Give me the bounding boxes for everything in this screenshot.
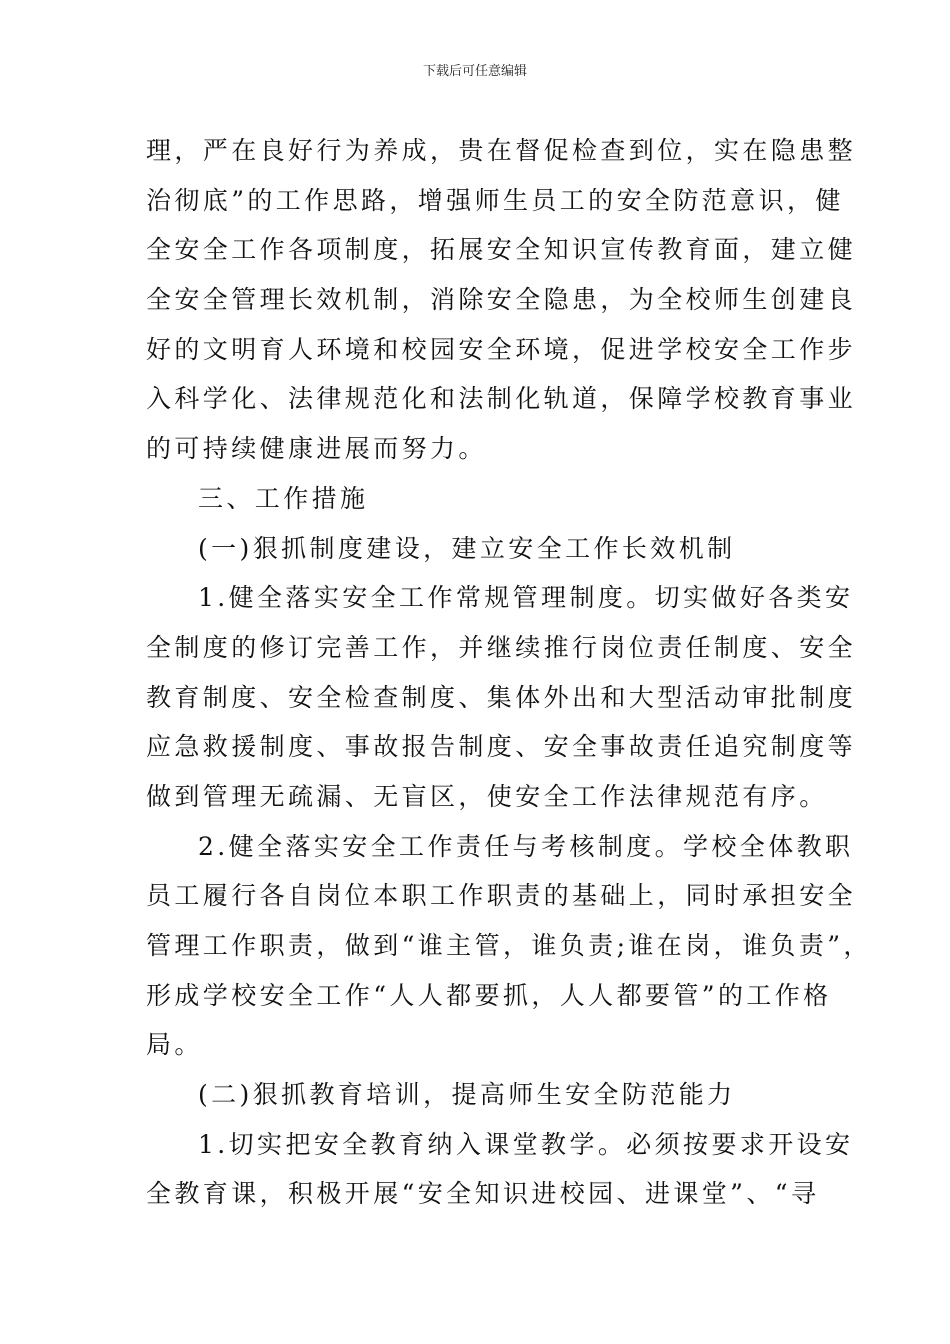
text-line: 2.健全落实安全工作责任与考核制度。学校全体教职 <box>198 831 854 861</box>
text-line: 全教育课，积极开展“安全知识进校园、进课堂”、“寻 <box>146 1179 820 1209</box>
text-line: 全安全管理长效机制，消除安全隐患，为全校师生创建良 <box>146 285 857 315</box>
text-line: 理，严在良好行为养成，贵在督促检查到位，实在隐患整 <box>146 136 857 165</box>
text-line: 做到管理无疏漏、无盲区，使安全工作法律规范有序。 <box>146 781 828 811</box>
text-line: 治彻底”的工作思路，增强师生员工的安全防范意识，健 <box>146 185 844 215</box>
section-heading-work-measures <box>146 474 812 524</box>
text-line: 教育制度、安全检查制度、集体外出和大型活动审批制度 <box>146 682 857 712</box>
text-line: 应急救援制度、事故报告制度、安全事故责任追究制度等 <box>146 732 857 762</box>
heading-line: 三、工作措施 <box>198 483 369 513</box>
text-line: 形成学校安全工作“人人都要抓，人人都要管”的工作格 <box>146 980 832 1010</box>
text-line: 员工履行各自岗位本职工作职责的基础上，同时承担安全 <box>146 881 857 911</box>
text-line: 的可持续健康进展而努力。 <box>146 434 487 464</box>
text-line: 入科学化、法律规范化和法制化轨道，保障学校教育事业 <box>146 384 857 414</box>
text-line: 管理工作职责，做到“谁主管，谁负责;谁在岗，谁负责”， <box>146 931 872 960</box>
paragraph-item-1-2 <box>146 822 872 1070</box>
paragraph-item-1-1 <box>146 573 857 821</box>
subsection-heading-2 <box>146 1070 812 1120</box>
text-line: 1.健全落实安全工作常规管理制度。切实做好各类安 <box>198 583 854 613</box>
text-line: 好的文明育人环境和校园安全环境，促进学校安全工作步 <box>146 334 857 364</box>
page-header: 下载后可任意编辑 <box>422 64 527 79</box>
paragraph-intro-continued <box>146 126 857 474</box>
document-body <box>146 126 872 1219</box>
heading-line: (二)狠抓教育培训，提高师生安全防范能力 <box>198 1080 736 1110</box>
text-line: 全安全工作各项制度，拓展安全知识宣传教育面，建立健 <box>146 235 857 265</box>
text-line: 局。 <box>146 1030 203 1060</box>
text-line: 1.切实把安全教育纳入课堂教学。必须按要求开设安 <box>198 1129 854 1159</box>
subsection-heading-1 <box>146 524 812 574</box>
heading-line: (一)狠抓制度建设，建立安全工作长效机制 <box>198 533 736 563</box>
paragraph-item-2-1 <box>146 1120 854 1219</box>
text-line: 全制度的修订完善工作，并继续推行岗位责任制度、安全 <box>146 632 857 662</box>
